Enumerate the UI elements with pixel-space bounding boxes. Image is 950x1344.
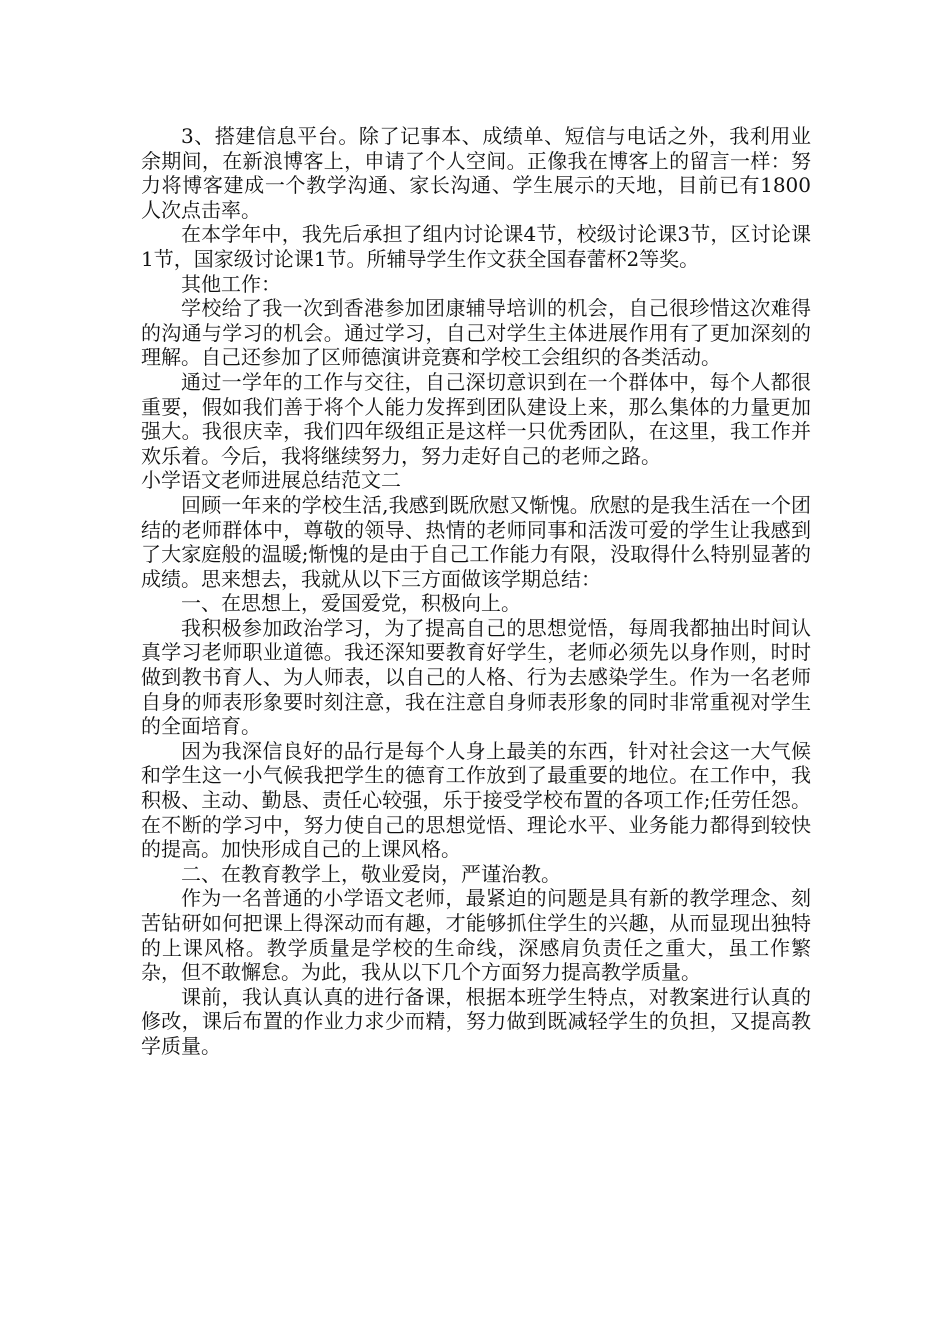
- paragraph-political-study: 我积极参加政治学习，为了提高自己的思想觉悟，每周我都抽出时间认真学习老师职业道德。我还深知要教育好学生，老师必须先以身作则，时时做到教书育人、为人师表，以自己的人格、行为去感染学生。作为一名老师自身的师表形象要时刻注意，我在注意自身师表形象的同时非常重视对学生的全面培育。: [141, 615, 811, 739]
- paragraph-moral-education: 因为我深信良好的品行是每个人身上最美的东西，针对社会这一大气候和学生这一小气候我把学生的德育工作放到了最重要的地位。在工作中，我积极、主动、勤恳、责任心较强，乐于接受学校布置的各项工作;任劳任怨。在不断的学习中，努力使自己的思想觉悟、理论水平、业务能力都得到较快的提高。加快形成自己的上课风格。: [141, 738, 811, 862]
- paragraph-teaching-heading: 二、在教育教学上，敬业爱岗，严谨治教。: [181, 861, 561, 886]
- paragraph-other-work-label: 其他工作：: [181, 271, 281, 296]
- section-title-sample-two: 小学语文老师进展总结范文二: [141, 468, 401, 493]
- paragraph-info-platform: 3、搭建信息平台。除了记事本、成绩单、短信与电话之外，我利用业余期间，在新浪博客上，申请了个人空间。正像我在博客上的留言一样：努力将博客建成一个教学沟通、家长沟通、学生展示的天地，目前已有1800人次点击率。: [141, 124, 811, 222]
- paragraph-team-reflection: 通过一学年的工作与交往，自己深切意识到在一个群体中，每个人都很重要，假如我们善于将个人能力发挥到团队建设上来，那么集体的力量更加强大。我很庆幸，我们四年级组正是这样一只优秀团队，在这里，我工作并欢乐着。今后，我将继续努力，努力走好自己的老师之路。: [141, 369, 811, 468]
- paragraph-teaching-quality: 作为一名普通的小学语文老师，最紧迫的问题是具有新的教学理念、刻苦钻研如何把课上得深动而有趣，才能够抓住学生的兴趣，从而显现出独特的上课风格。教学质量是学校的生命线，深感肩负责任之重大，虽工作繁杂，但不敢懈怠。为此，我从以下几个方面努力提高教学质量。: [141, 886, 811, 985]
- paragraph-hongkong-training: 学校给了我一次到香港参加团康辅导培训的机会，自己很珍惜这次难得的沟通与学习的机会。通过学习，自己对学生主体进展作用有了更加深刻的理解。自己还参加了区师德演讲竞赛和学校工会组织的各类活动。: [141, 296, 811, 370]
- paragraph-lessons: 在本学年中，我先后承担了组内讨论课4节，校级讨论课3节，区讨论课1节，国家级讨论课1节。所辅导学生作文获全国春蕾杯2等奖。: [141, 222, 811, 271]
- document-page: [141, 124, 811, 1059]
- paragraph-lesson-prep: 课前，我认真认真的进行备课，根据本班学生特点，对教案进行认真的修改，课后布置的作业力求少而精，努力做到既减轻学生的负担，又提高教学质量。: [141, 984, 811, 1058]
- paragraph-thought-heading: 一、在思想上，爱国爱党，积极向上。: [181, 591, 521, 616]
- paragraph-review: 回顾一年来的学校生活,我感到既欣慰又惭愧。欣慰的是我生活在一个团结的老师群体中，尊敬的领导、热情的老师同事和活泼可爱的学生让我感到了大家庭般的温暖;惭愧的是由于自己工作能力有限，没取得什么特别显著的成绩。思来想去，我就从以下三方面做该学期总结：: [141, 492, 811, 591]
